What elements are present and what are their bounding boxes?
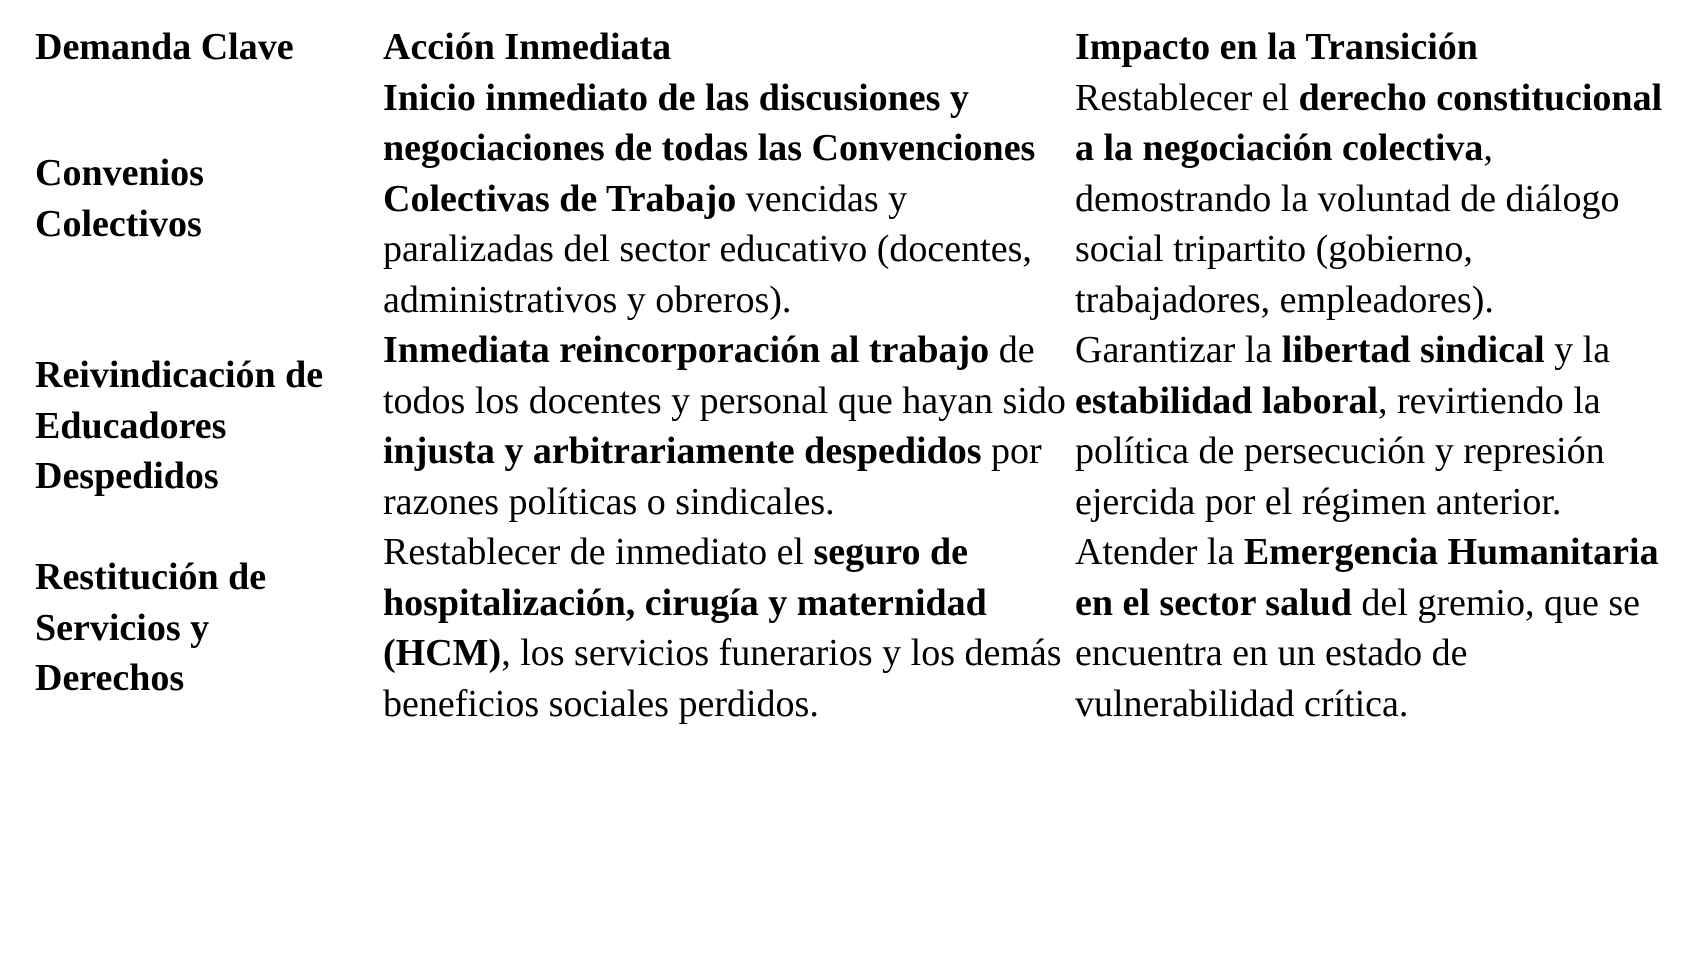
table-header-row <box>29 22 1665 73</box>
action-cell <box>383 73 1075 326</box>
demand-line: Colectivos <box>35 202 202 245</box>
action-cell <box>383 527 1075 729</box>
action-text-bold: injusta y arbitrariamente despedidos <box>383 430 982 472</box>
demand-line: Derechos <box>35 657 185 700</box>
demand-line: Convenios <box>35 152 204 195</box>
header-impact: Impacto en la Transición <box>1075 26 1478 68</box>
impact-text: , revirtiendo la política de persecución y represión ejercida por el régimen anterior. <box>1075 379 1605 523</box>
action-cell <box>383 325 1075 527</box>
demand-cell <box>29 325 383 527</box>
action-text: de todos los docentes y personal que hayan sido <box>383 329 1066 422</box>
table-body <box>29 73 1665 730</box>
table-row <box>29 527 1665 729</box>
demand-line: Servicios y <box>35 606 210 649</box>
impact-text-bold: derecho constitucional a la negociación colectiva <box>1075 76 1663 169</box>
impact-text: , demostrando la voluntad de diálogo social tripartito (gobierno, trabajadores, empleadores). <box>1075 127 1620 321</box>
table-row <box>29 73 1665 326</box>
demand-line: Educadores <box>35 404 227 447</box>
demands-table <box>29 22 1665 729</box>
action-text: Restablecer de inmediato el <box>383 531 814 573</box>
action-text: , los servicios funerarios y los demás beneficios sociales perdidos. <box>383 632 1062 725</box>
impact-cell <box>1075 73 1665 326</box>
demand-line: Restitución de <box>35 556 267 599</box>
impact-text: y la <box>1544 329 1611 371</box>
action-text: por razones políticas o sindicales. <box>383 430 1042 523</box>
impact-text-bold: libertad sindical <box>1281 329 1545 371</box>
impact-text: del gremio, que se encuentra en un estado de vulnerabilidad crítica. <box>1075 581 1640 725</box>
demand-line: Reivindicación de <box>35 354 324 397</box>
impact-text-bold: estabilidad laboral <box>1075 379 1378 422</box>
header-action: Acción Inmediata <box>383 26 672 68</box>
demand-line: Despedidos <box>35 455 219 498</box>
impact-text-bold: Emergencia Humanitaria en el sector salud <box>1075 531 1659 624</box>
action-text-bold: Inmediata reincorporación al trabajo <box>383 329 990 371</box>
demand-cell <box>29 73 383 326</box>
impact-text: Atender la <box>1075 531 1244 573</box>
table-row <box>29 325 1665 527</box>
header-demand: Demanda Clave <box>35 26 294 68</box>
impact-cell <box>1075 325 1665 527</box>
demand-cell <box>29 527 383 729</box>
impact-cell <box>1075 527 1665 729</box>
impact-text: Restablecer el <box>1075 76 1299 119</box>
action-text: vencidas y paralizadas del sector educativo (docentes, administrativos y obreros). <box>383 177 1032 321</box>
impact-text: Garantizar la <box>1075 329 1282 371</box>
action-text-bold: seguro de hospitalización, cirugía y maternidad (HCM) <box>383 531 987 674</box>
action-text-bold: Inicio inmediato de las discusiones y negociaciones de todas las Convenciones Colectivas de Trabajo <box>383 76 1036 220</box>
